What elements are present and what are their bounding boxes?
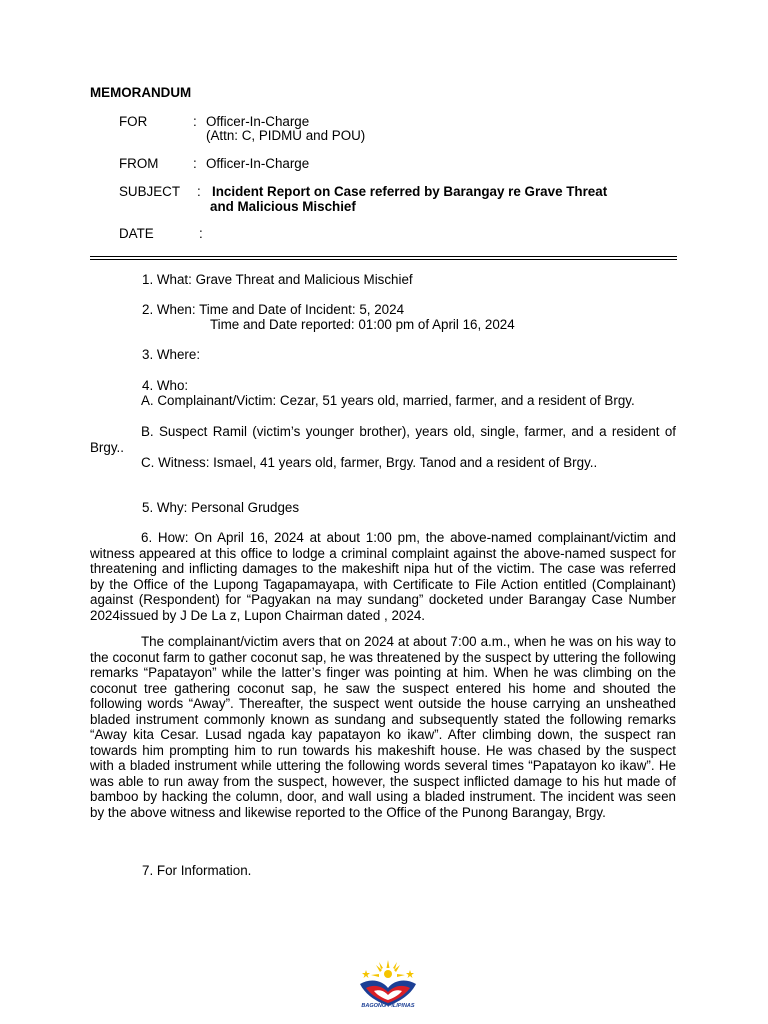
subject-label: SUBJECT — [119, 184, 181, 199]
who-suspect: B. Suspect Ramil (victim’s younger brother), years old, single, farmer, and a resident of Brgy.. — [90, 424, 676, 455]
for-label: FOR — [119, 114, 148, 129]
date-colon: : — [199, 226, 203, 241]
item-what: 1. What: Grave Threat and Malicious Mischief — [142, 272, 413, 287]
item-who: 4. Who: — [142, 378, 189, 393]
from-label: FROM — [119, 156, 159, 171]
header-divider-top — [90, 256, 677, 257]
item-when-reported: Time and Date reported: 01:00 pm of April 16, 2024 — [210, 317, 515, 332]
date-label: DATE — [119, 226, 154, 241]
who-complainant: A. Complainant/Victim: Cezar, 51 years old, married, farmer, and a resident of Brgy. — [141, 393, 635, 408]
for-attn: (Attn: C, PIDMU and POU) — [206, 128, 366, 143]
item-when: 2. When: Time and Date of Incident: 5, 2024 — [142, 302, 405, 317]
how-paragraph-1: 6. How: On April 16, 2024 at about 1:00 pm, the above-named complainant/victim and witness appeared at this office to lodge a criminal complaint against the above-named suspect for threatening and inflicting damages to the makeshift nipa hut of the victim. The case was referred by the Office of the Lupong Tagapamayapa, with Certificate to File Action entitled (Complainant) against (Respondent) for “Pagyakan na may sundang” docketed under Barangay Case Number 2024issued by J De La z, Lupon Chairman dated , 2024. — [90, 530, 676, 623]
for-value: Officer-In-Charge — [206, 114, 310, 129]
from-colon: : — [193, 156, 197, 171]
for-colon: : — [193, 114, 197, 129]
subject-colon: : — [197, 184, 201, 199]
from-value: Officer-In-Charge — [206, 156, 310, 171]
header-divider-bottom — [90, 259, 677, 260]
who-witness: C. Witness: Ismael, 41 years old, farmer, Brgy. Tanod and a resident of Brgy.. — [141, 455, 598, 470]
item-why: 5. Why: Personal Grudges — [142, 500, 300, 515]
how-paragraph-2: The complainant/victim avers that on 2024 at about 7:00 a.m., when he was on his way to the coconut farm to gather coconut sap, he was threatened by the suspect by uttering the following remarks “Papatayon” while the latter’s finger was pointing at him. When he was climbing on the coconut tree gathering coconut sap, he saw the suspect entered his home and shouted the following words “Away”. Thereafter, the suspect went outside the house carrying an unsheathed bladed instrument commonly known as sundang and subsequently stated the following remarks “Away kita Cesar. Lusad ngada kay papatayon ko ikaw”. After climbing down, the suspect ran towards him prompting him to run towards his makeshift house. He was chased by the suspect with a bladed instrument while uttering the following words several times “Papatayon ko ikaw”. He was able to run away from the suspect, however, the suspect inflicted damage to his hut made of bamboo by hacking the column, door, and wall using a bladed instrument. The incident was seen by the above witness and likewise reported to the Office of the Punong Barangay, Brgy. — [90, 634, 676, 820]
item-information: 7. For Information. — [142, 863, 252, 878]
bagong-pilipinas-logo — [352, 958, 424, 1016]
memo-title: MEMORANDUM — [90, 85, 192, 100]
item-where: 3. Where: — [142, 347, 201, 362]
sun-icon — [371, 960, 405, 978]
subject-line-1: Incident Report on Case referred by Barangay re Grave Threat — [212, 184, 608, 199]
logo-caption: BAGONG PILIPINAS — [361, 1003, 415, 1009]
subject-line-2: and Malicious Mischief — [210, 199, 356, 214]
